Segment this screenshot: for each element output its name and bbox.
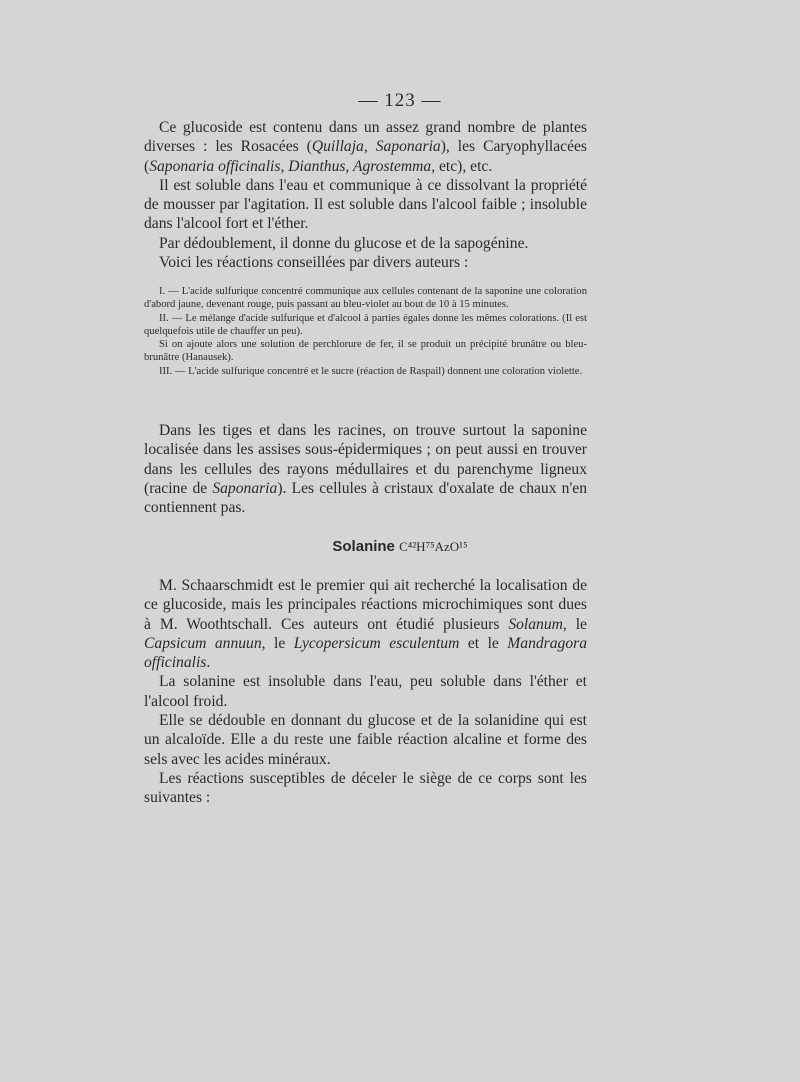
paragraph: La solanine est insoluble dans l'eau, peu soluble dans l'éther et l'alcool froid. [144,673,587,710]
note: I. — L'acide sulfurique concentré communique aux cellules contenant de la saponine une coloration d'abord jaune, devenant rouge, puis passant au bleu-violet au bout de 10 à 15 minutes. [144,286,587,311]
solanine-section [144,576,587,808]
paragraph: Dans les tiges et dans les racines, on trouve surtout la saponine localisée dans les assises sous-épidermiques ; on peut aussi en trouver dans les cellules des rayons médullaires et du parenchyme ligneux (racine de Saponaria). Les cellules à cristaux d'oxalate de chaux n'en contiennent pas. [144,422,588,517]
paragraph: Voici les réactions conseillées par divers auteurs : [159,254,469,272]
note: III. — L'acide sulfurique concentré et le sucre (réaction de Raspail) donnent une coloration violette. [159,365,583,377]
heading-title: Solanine [332,538,395,555]
paragraph: Ce glucoside est contenu dans un assez grand nombre de plantes diverses : les Rosacées (Quillaja, Saponaria), les Caryophyllacées (Saponaria officinalis, Dianthus, Agrostemma, etc), etc. [144,119,587,175]
localisation-section [144,421,587,517]
paragraph: Les réactions susceptibles de déceler le siège de ce corps sont les suivantes : [144,769,587,807]
note: Si on ajoute alors une solution de perchlorure de fer, il se produit un précipité brunâtre ou bleu-brunâtre (Hanausek). [144,339,587,364]
paragraph: M. Schaarschmidt est le premier qui ait recherché la localisation de ce glucoside, mais les principales réactions microchimiques sont dues à M. Woothtschall. Ces auteurs ont étudié plusieurs Solanum, le Capsicum annuun, le Lycopersicum esculentum et le Mandragora officinalis. [144,577,588,672]
page-number: — 123 — [358,90,442,111]
note: II. — Le mélange d'acide sulfurique et d'alcool à parties égales donne les mêmes colorations. (Il est quelquefois utile de chauffer un peu). [144,312,587,337]
intro-section [144,118,587,272]
reactions-notes [144,285,587,378]
section-heading [0,538,800,555]
chemical-formula: C⁴²H⁷⁵AzO¹⁵ [399,539,468,554]
paragraph: Elle se dédouble en donnant du glucose et de la solanidine qui est un alcaloïde. Elle a du reste une faible réaction alcaline et forme des sels avec les acides minéraux. [144,712,587,768]
paragraph: Par dédoublement, il donne du glucose et de la sapogénine. [159,234,529,252]
paragraph: Il est soluble dans l'eau et communique à ce dissolvant la propriété de mousser par l'agitation. Il est soluble dans l'alcool faible ; insoluble dans l'alcool fort et l'éther. [144,176,587,233]
